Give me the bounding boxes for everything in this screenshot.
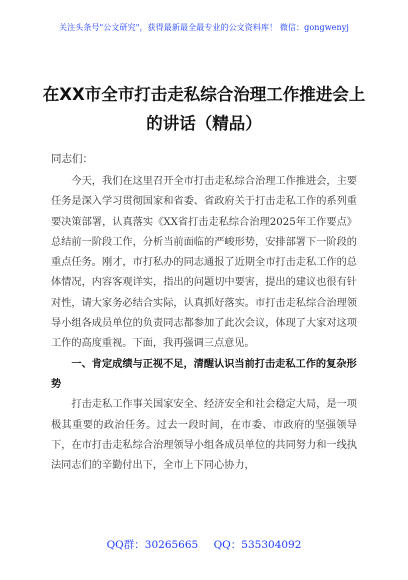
section-1-paragraph: 打击走私工作事关国家安全、经济安全和社会稳定大局，是一项极其重要的政治任务。过去一段时间，在市委、市政府的坚强领导下，在市打击走私综合治理领导小组各成员单位的共同努力和一线执法同志们的辛勤付出下，全市上下同心协力， [51, 399, 357, 472]
document-title: 在XX市全市打击走私综合治理工作推进会上的讲话（精品） [42, 85, 366, 133]
footer-contact [0, 537, 408, 552]
document-body [51, 172, 357, 476]
footer-qq-group: QQ群：30265665 [106, 539, 199, 551]
section-heading-1: 一、肯定成绩与正视不足，清醒认识当前打击走私工作的复杂形势 [51, 358, 357, 390]
intro-paragraph: 今天，我们在这里召开全市打击走私综合治理工作推进会，主要任务是深入学习贯彻国家和省委、省政府关于打击走私工作的系列重要决策部署，认真落实《XX省打击走私综合治理2025年工作要点》总结前一阶段工作，分析当前面临的严峻形势，安排部署下一阶段的重点任务。刚才，市打私办的同志通报了近期全市打击走私工作的总体情况，内容客观详实，指出的问题切中要害，提出的建议也很有针对性，请大家务必结合实际，认真抓好落实。市打击走私综合治理领导小组各成员单位的负责同志都参加了此次会议，体现了大家对这项工作的高度重视。下面，我再强调三点意见。 [51, 176, 357, 350]
header-promo-note: 关注头条号"公文研究"，获得最新最全最专业的公文资料库！ 微信：gongwenyj [59, 23, 349, 32]
footer-qq: QQ：535304092 [213, 539, 302, 551]
salutation: 同志们： [51, 153, 93, 165]
